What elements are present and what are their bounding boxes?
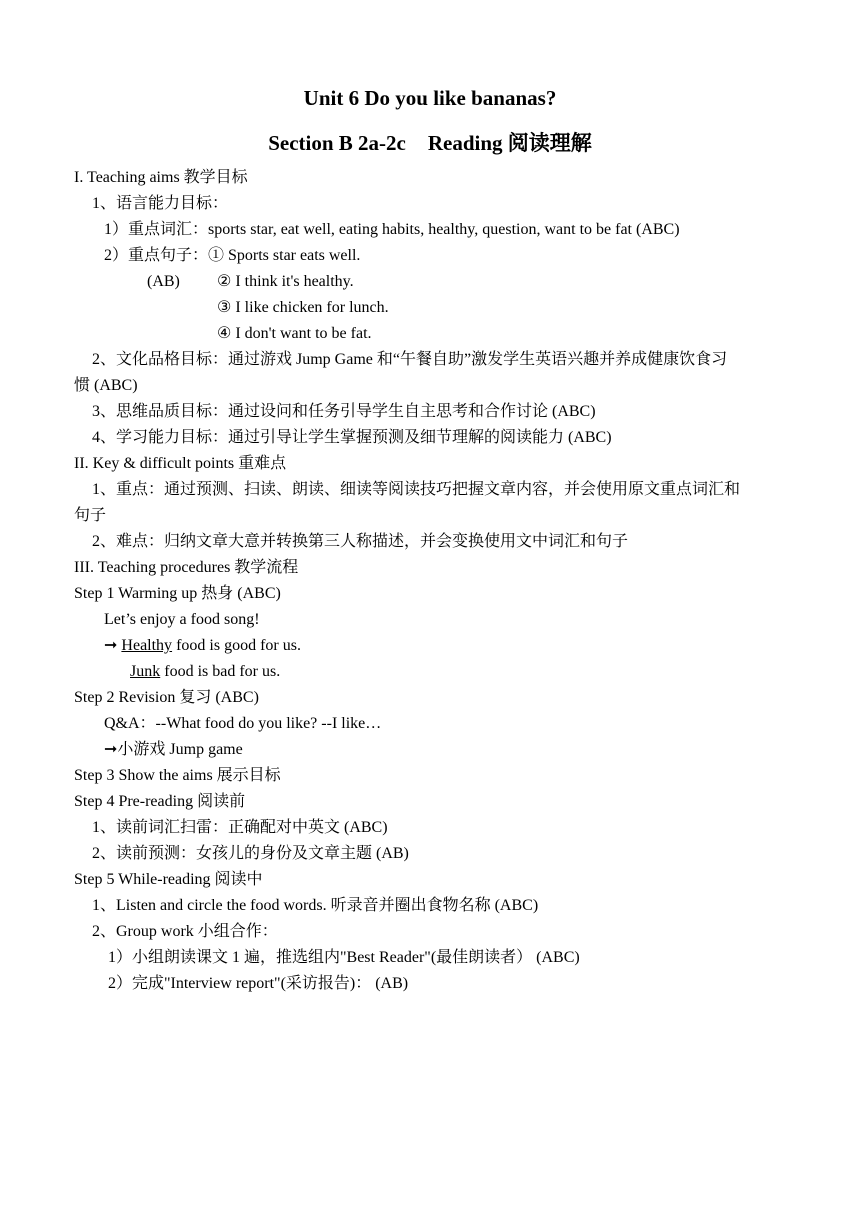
aim-thinking: 3、思维品质目标：通过设问和任务引导学生自主思考和合作讨论 (ABC) xyxy=(92,403,596,420)
step-5-listen: 1、Listen and circle the food words. 听录音并圈出食物名称 (ABC) xyxy=(92,897,539,914)
step-2-qa: Q&A：--What food do you like? --I like… xyxy=(104,715,382,732)
step-4-predict: 2、读前预测：女孩儿的身份及文章主题 (AB) xyxy=(92,845,409,862)
aim-language-ability: 1、语言能力目标： xyxy=(92,195,229,212)
difficult-point: 2、难点：归纳文章大意并转换第三人称描述，并会变换使用文中词汇和句子 xyxy=(92,533,629,550)
aim-culture: 2、文化品格目标：通过游戏 Jump Game 和“午餐自助”激发学生英语兴趣并养成健康饮食习 xyxy=(92,351,728,368)
key-sentence-1: 2）重点句子：① Sports star eats well. xyxy=(104,247,361,264)
step-5-read-aloud: 1）小组朗读课文 1 遍，推选组内"Best Reader"(最佳朗读者） (ABC) xyxy=(108,949,580,966)
step-4-vocab: 1、读前词汇扫雷：正确配对中英文 (ABC) xyxy=(92,819,388,836)
step-5-group-work: 2、Group work 小组合作： xyxy=(92,923,278,940)
step-1-junk xyxy=(130,662,280,682)
step-1-healthy xyxy=(104,636,301,656)
heading-teaching-aims: I. Teaching aims 教学目标 xyxy=(74,169,248,186)
step-3: Step 3 Show the aims 展示目标 xyxy=(74,767,281,784)
step-1-song: Let’s enjoy a food song! xyxy=(104,611,260,628)
arrow-icon: ➞ xyxy=(104,637,122,654)
document-title: Unit 6 Do you like bananas? xyxy=(303,86,557,110)
key-point-cont: 句子 xyxy=(74,507,107,524)
step-5-interview: 2）完成"Interview report"(采访报告)： (AB) xyxy=(108,975,409,992)
reading-label: Reading 阅读理解 xyxy=(427,131,592,155)
heading-procedures: III. Teaching procedures 教学流程 xyxy=(74,559,299,576)
step-1: Step 1 Warming up 热身 (ABC) xyxy=(74,585,281,602)
healthy-rest: food is good for us. xyxy=(172,637,301,654)
key-sentence-level: (AB) xyxy=(147,273,180,290)
step-2-game: ➞小游戏 Jump game xyxy=(104,741,243,758)
junk-word: Junk xyxy=(130,663,161,680)
section-label: Section B 2a-2c xyxy=(268,131,406,155)
key-point: 1、重点：通过预测、扫读、朗读、细读等阅读技巧把握文章内容，并会使用原文重点词汇和 xyxy=(92,481,741,498)
key-vocabulary: 1）重点词汇：sports star, eat well, eating habits, healthy, question, want to be fat (ABC) xyxy=(104,221,680,238)
heading-key-points: II. Key & difficult points 重难点 xyxy=(74,455,287,472)
document-subtitle xyxy=(0,130,860,156)
step-4: Step 4 Pre-reading 阅读前 xyxy=(74,793,246,810)
step-5: Step 5 While-reading 阅读中 xyxy=(74,871,263,888)
key-sentence-4: ④ I don't want to be fat. xyxy=(217,325,372,342)
aim-learning: 4、学习能力目标：通过引导让学生掌握预测及细节理解的阅读能力 (ABC) xyxy=(92,429,612,446)
healthy-word: Healthy xyxy=(121,637,173,654)
step-2: Step 2 Revision 复习 (ABC) xyxy=(74,689,259,706)
aim-culture-cont: 惯 (ABC) xyxy=(74,377,138,394)
key-sentence-2: ② I think it's healthy. xyxy=(217,273,354,290)
key-sentence-3: ③ I like chicken for lunch. xyxy=(217,299,389,316)
junk-rest: food is bad for us. xyxy=(160,663,281,680)
